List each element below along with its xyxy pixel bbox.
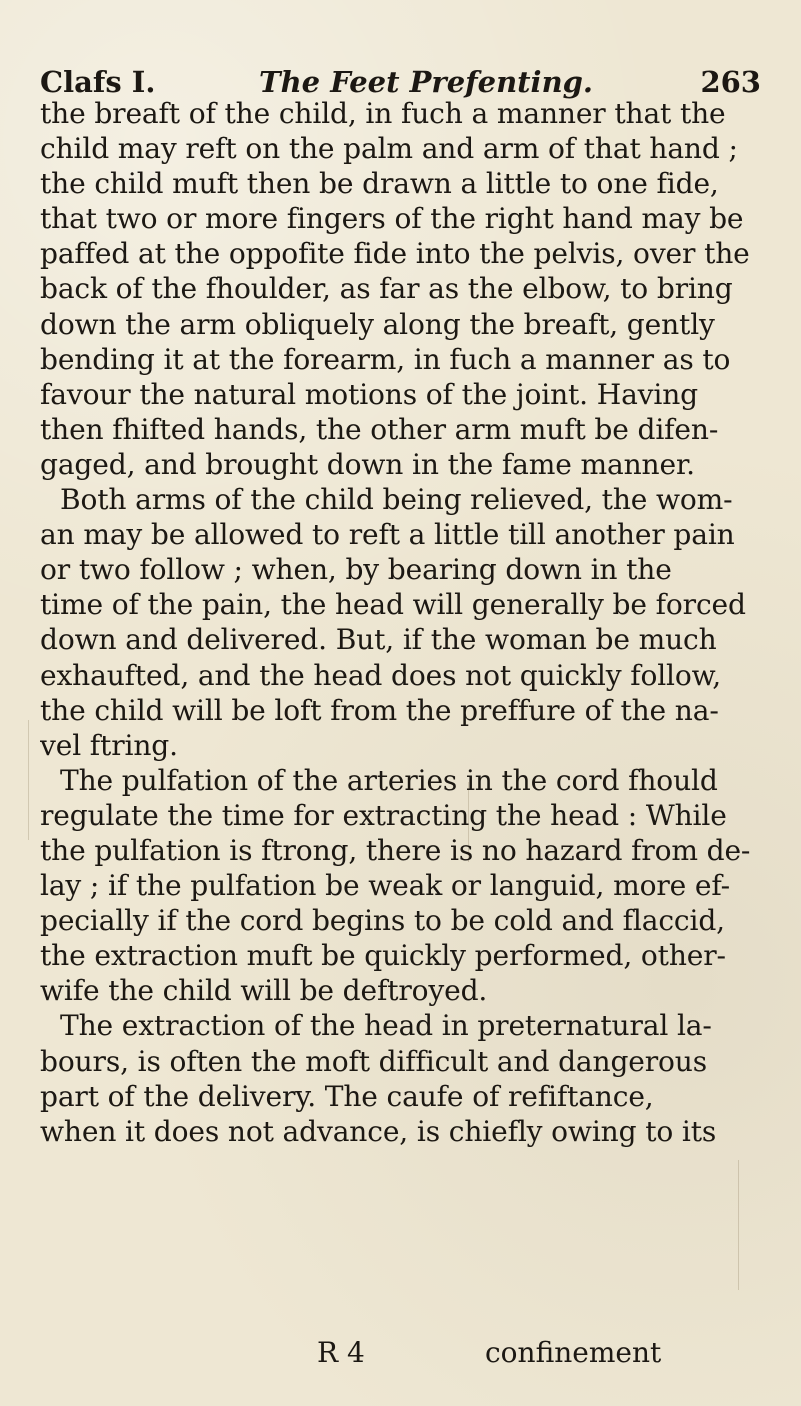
paragraph-first-line: The extraction of the head in preternatural la- — [60, 1009, 712, 1043]
page-number: 263 — [700, 65, 761, 99]
page-footer — [40, 1333, 761, 1373]
paper-mark — [738, 1160, 739, 1290]
text-line: then fhifted hands, the other arm muft be difen- — [40, 412, 719, 446]
text-line: regulate the time for extracting the head : While — [40, 798, 727, 832]
text-line: bours, is often the moft difficult and dangerous — [40, 1044, 708, 1078]
printer-signature: R 4 — [317, 1336, 365, 1369]
text-line: wife the child will be deftroyed. — [40, 974, 488, 1008]
text-line: child may reft on the palm and arm of that hand ; — [40, 132, 738, 166]
text-line: when it does not advance, is chiefly owing to its — [40, 1114, 717, 1148]
text-line: pecially if the cord begins to be cold and flaccid, — [40, 904, 725, 938]
text-line: part of the delivery. The caufe of refiftance, — [40, 1079, 654, 1113]
text-line: back of the fhoulder, as far as the elbow, to bring — [40, 272, 733, 306]
text-line: the breaft of the child, in fuch a manner that the — [40, 97, 726, 130]
text-line: time of the pain, the head will generally be forced — [40, 588, 746, 622]
text-line: bending it at the forearm, in fuch a manner as to — [40, 342, 731, 376]
text-line: the child muft then be drawn a little to one fide, — [40, 167, 719, 201]
text-line: the pulfation is ftrong, there is no hazard from de- — [40, 833, 751, 867]
main-text — [40, 96, 765, 1149]
section-heading: The Feet Prefenting. — [259, 65, 594, 99]
catchword: confinement — [485, 1336, 662, 1369]
text-line: the child will be loft from the preffure of the na- — [40, 693, 719, 727]
paper-mark — [28, 720, 29, 840]
text-line: exhaufted, and the head does not quickly follow, — [40, 658, 721, 692]
text-line: that two or more fingers of the right hand may be — [40, 202, 744, 236]
text-line: down the arm obliquely along the breaft, gently — [40, 307, 715, 341]
text-line: gaged, and brought down in the fame manner. — [40, 447, 695, 481]
text-line: favour the natural motions of the joint. Having — [40, 377, 698, 411]
text-line: paffed at the oppofite fide into the pelvis, over the — [40, 237, 750, 271]
text-line: the extraction muft be quickly performed, other- — [40, 939, 726, 973]
chapter-heading: Clafs I. — [40, 65, 156, 99]
text-line: down and delivered. But, if the woman be much — [40, 623, 717, 657]
text-line: an may be allowed to reft a little till another pain — [40, 518, 735, 552]
paragraph-first-line: Both arms of the child being relieved, the wom- — [60, 483, 733, 517]
text-line: lay ; if the pulfation be weak or languid, more ef- — [40, 869, 730, 903]
text-line: vel ftring. — [40, 728, 178, 762]
paragraph-first-line: The pulfation of the arteries in the cord fhould — [60, 763, 718, 797]
text-line: or two follow ; when, by bearing down in the — [40, 553, 672, 587]
